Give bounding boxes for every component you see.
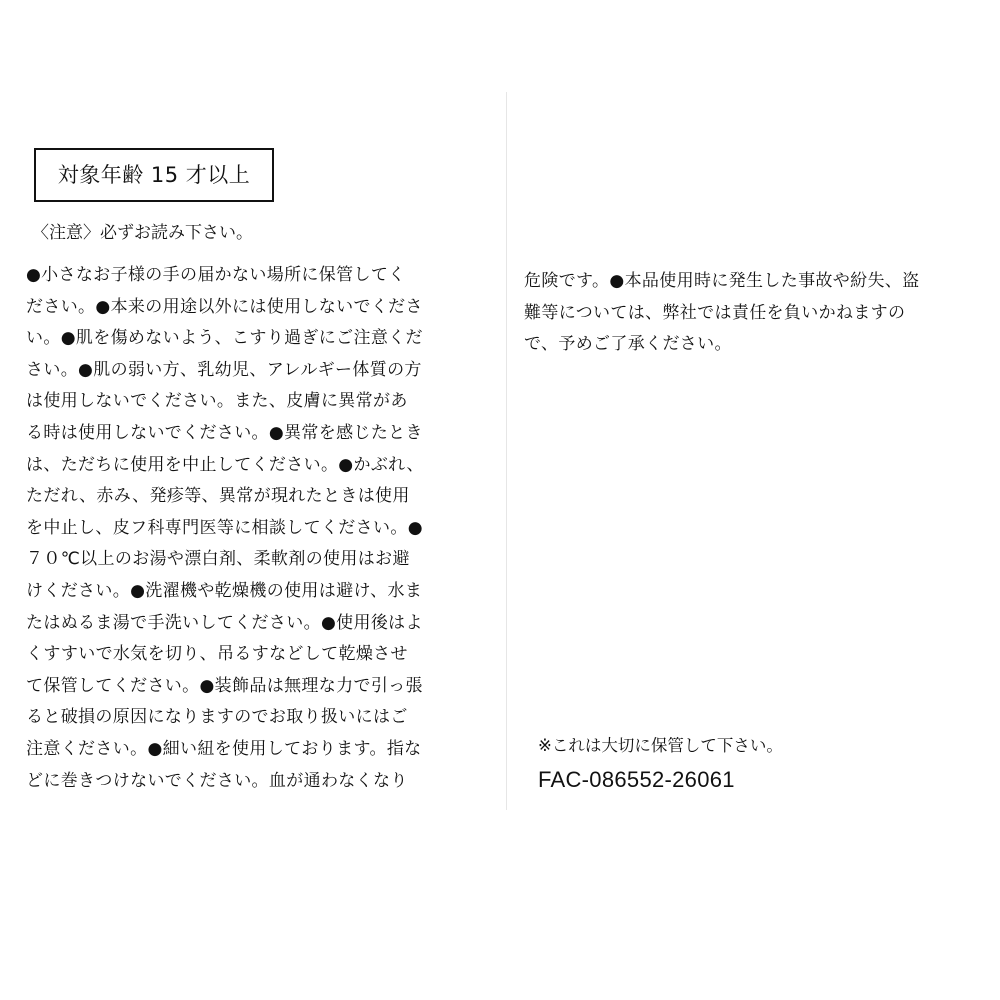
- caution-line: は使用しないでください。また、皮膚に異常があ: [26, 391, 408, 412]
- age-rating-label: 対象年齢 15 才以上: [57, 163, 251, 187]
- age-rating-box: [34, 148, 274, 202]
- keep-note: ※これは大切に保管して下さい。: [538, 736, 783, 755]
- caution-line: て保管してください。●装飾品は無理な力で引っ張: [26, 675, 423, 696]
- caution-line: 危険です。●本品使用時に発生した事故や紛失、盗: [524, 271, 920, 291]
- caution-text-right-column: [524, 266, 986, 361]
- caution-text-left-column: [26, 260, 484, 797]
- caution-line: ださい。●本来の用途以外には使用しないでくださ: [26, 296, 423, 317]
- caution-line: で、予めご了承ください。: [524, 334, 732, 355]
- caution-line: ただれ、赤み、発疹等、異常が現れたときは使用: [26, 486, 410, 507]
- caution-line: 注意ください。●細い紐を使用しております。指な: [26, 738, 422, 759]
- caution-line: を中止し、皮フ科専門医等に相談してください。●: [26, 517, 423, 538]
- caution-line: くすすいで水気を切り、吊るすなどして乾燥させ: [26, 644, 408, 665]
- caution-line: さい。●肌の弱い方、乳幼児、アレルギー体質の方: [26, 359, 422, 380]
- caution-line: ●小さなお子様の手の届かない場所に保管してく: [26, 265, 406, 285]
- caution-line: けください。●洗濯機や乾燥機の使用は避け、水ま: [26, 580, 423, 601]
- product-code: FAC-086552-26061: [538, 767, 735, 792]
- caution-line: どに巻きつけないでください。血が通わなくなり: [26, 770, 408, 791]
- caution-line: ７０℃以上のお湯や漂白剤、柔軟剤の使用はお避: [26, 549, 410, 570]
- caution-line: 難等については、弊社では責任を負いかねますの: [524, 302, 906, 323]
- caution-line: る時は使用しないでください。●異常を感じたとき: [26, 422, 423, 443]
- caution-line: い。●肌を傷めないよう、こすり過ぎにご注意くだ: [26, 328, 423, 349]
- caution-line: は、ただちに使用を中止してください。●かぶれ、: [26, 454, 424, 475]
- caution-line: たはぬるま湯で手洗いしてください。●使用後はよ: [26, 612, 423, 633]
- notice-heading: 〈注意〉必ずお読み下さい。: [32, 223, 253, 243]
- column-divider: [506, 92, 507, 810]
- caution-line: ると破損の原因になりますのでお取り扱いにはご: [26, 707, 408, 728]
